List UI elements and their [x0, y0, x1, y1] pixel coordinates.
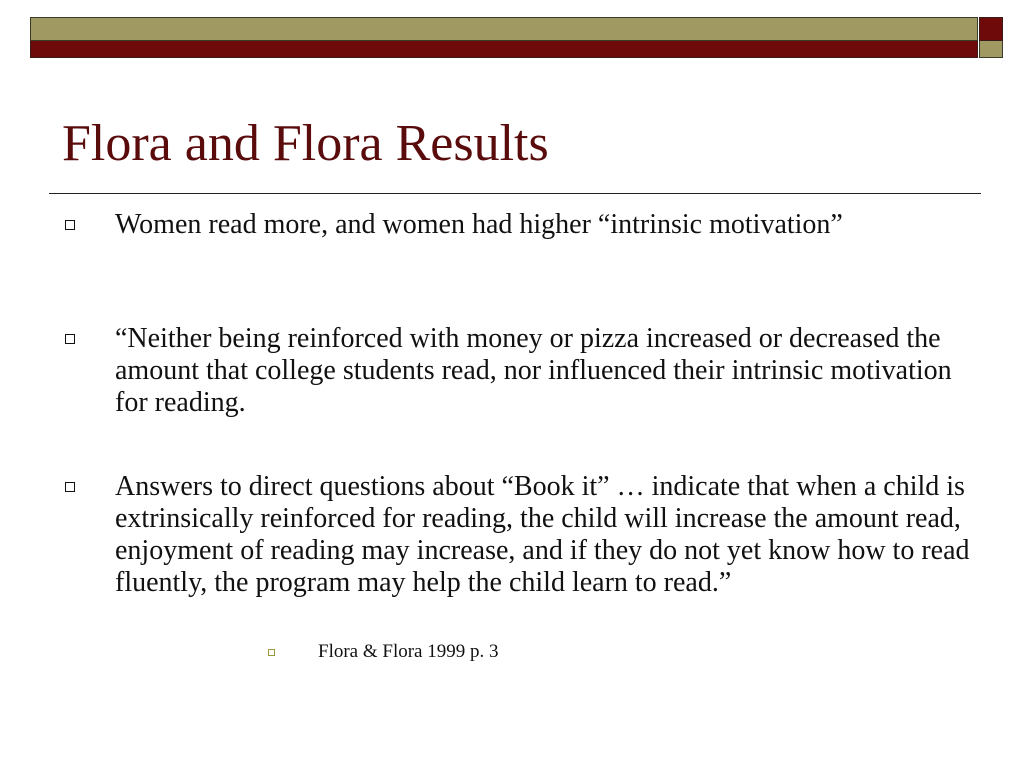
hollow-square-icon: [65, 482, 75, 492]
header-corner-olive-square: [979, 41, 1003, 58]
hollow-square-icon: [65, 334, 75, 344]
header-corner-maroon-square: [979, 17, 1003, 41]
citation-text: Flora & Flora 1999 p. 3: [318, 641, 499, 662]
small-hollow-square-icon: [268, 649, 275, 656]
header-banner-olive-bar: [30, 17, 978, 41]
header-banner-maroon-bar: [30, 41, 978, 58]
slide-title: Flora and Flora Results: [62, 115, 549, 172]
bullet-text: Women read more, and women had higher “intrinsic motivation”: [115, 209, 843, 240]
bullet-text: “Neither being reinforced with money or pizza increased or decreased the amount that college students read, nor influenced their intrinsic motivation for reading.: [115, 323, 952, 418]
citation-sub-bullet: [318, 640, 499, 664]
bullet-text: Answers to direct questions about “Book it” … indicate that when a child is extrinsically reinforced for reading, the child will increase the amount read, enjoyment of reading may increase, and if they do not yet know how to read fluently, the program may help the child learn to read.”: [115, 471, 970, 598]
bullet-item: [115, 209, 975, 241]
hollow-square-icon: [65, 220, 75, 230]
bullet-item: [115, 323, 975, 419]
bullet-item: [115, 471, 975, 599]
title-divider: [49, 193, 981, 194]
